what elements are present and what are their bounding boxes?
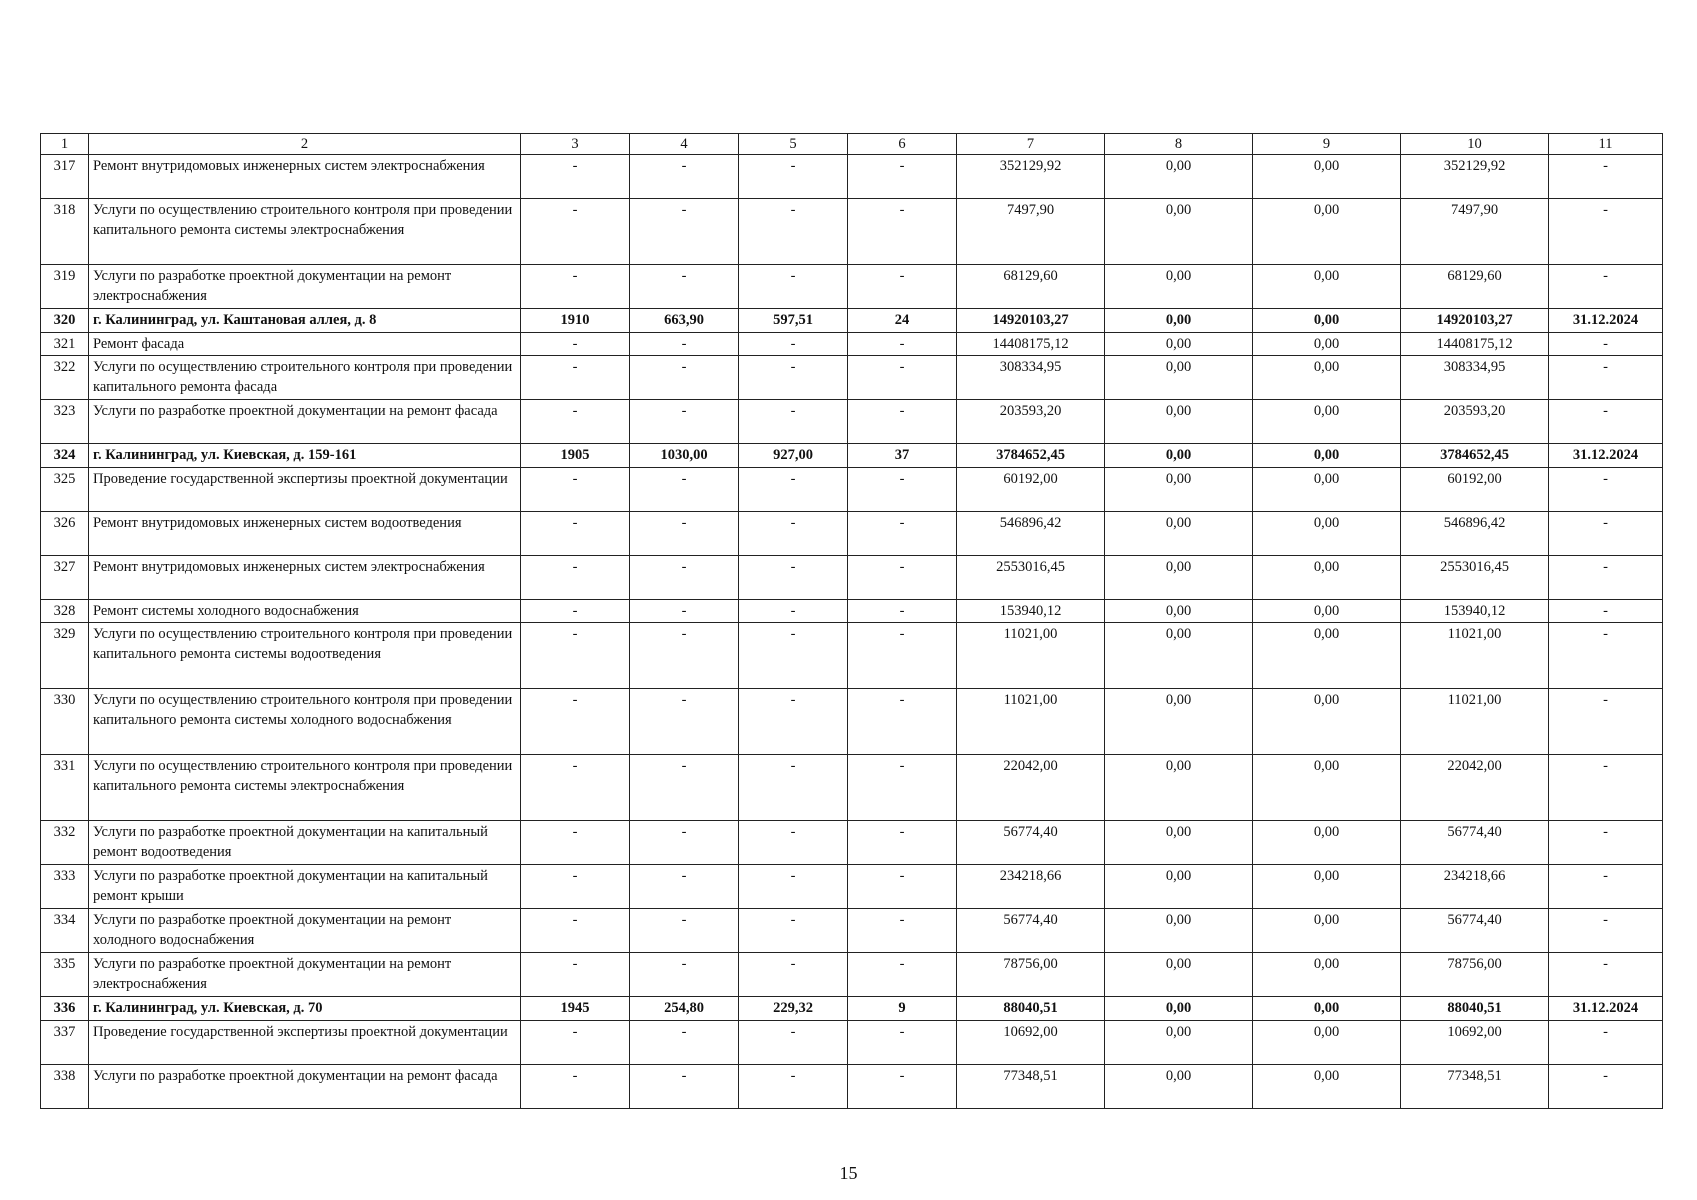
col-5-value: - — [739, 1021, 848, 1065]
col-8-value: 0,00 — [1105, 400, 1253, 444]
col-9-value: 0,00 — [1253, 623, 1401, 689]
col-4-value: - — [630, 909, 739, 953]
col-3-value: - — [521, 755, 630, 821]
table-row — [41, 556, 1663, 600]
col-10-value: 308334,95 — [1401, 356, 1549, 400]
col-8-value: 0,00 — [1105, 199, 1253, 265]
col-11-value: - — [1549, 909, 1663, 953]
work-description: Услуги по разработке проектной документации на ремонт фасада — [89, 400, 521, 444]
address-row — [41, 444, 1663, 468]
row-number: 321 — [41, 333, 89, 356]
row-number: 326 — [41, 512, 89, 556]
col-6-value: - — [848, 512, 957, 556]
work-description: Ремонт внутридомовых инженерных систем электроснабжения — [89, 556, 521, 600]
col-11-value: 31.12.2024 — [1549, 309, 1663, 333]
col-5-value: - — [739, 909, 848, 953]
col-5-value: - — [739, 400, 848, 444]
col-11-value: - — [1549, 556, 1663, 600]
col-header: 4 — [630, 134, 739, 155]
col-5-value: - — [739, 953, 848, 997]
col-7-value: 56774,40 — [957, 909, 1105, 953]
col-10-value: 56774,40 — [1401, 821, 1549, 865]
row-number: 323 — [41, 400, 89, 444]
col-10-value: 352129,92 — [1401, 155, 1549, 199]
row-number: 337 — [41, 1021, 89, 1065]
table-row — [41, 865, 1663, 909]
col-8-value: 0,00 — [1105, 600, 1253, 623]
col-6-value: - — [848, 1021, 957, 1065]
col-9-value: 0,00 — [1253, 199, 1401, 265]
col-7-value: 56774,40 — [957, 821, 1105, 865]
work-description: Услуги по осуществлению строительного контроля при проведении капитального ремонта системы водоотведения — [89, 623, 521, 689]
col-11-value: 31.12.2024 — [1549, 444, 1663, 468]
work-description: Услуги по осуществлению строительного контроля при проведении капитального ремонта фасада — [89, 356, 521, 400]
col-8-value: 0,00 — [1105, 556, 1253, 600]
col-9-value: 0,00 — [1253, 333, 1401, 356]
table-row — [41, 953, 1663, 997]
col-header: 1 — [41, 134, 89, 155]
col-3-value: - — [521, 689, 630, 755]
row-number: 327 — [41, 556, 89, 600]
col-6-value: 24 — [848, 309, 957, 333]
table-row — [41, 199, 1663, 265]
col-6-value: 9 — [848, 997, 957, 1021]
col-6-value: - — [848, 400, 957, 444]
col-3-value: - — [521, 199, 630, 265]
row-number: 330 — [41, 689, 89, 755]
row-number: 324 — [41, 444, 89, 468]
col-11-value: 31.12.2024 — [1549, 997, 1663, 1021]
col-7-value: 11021,00 — [957, 689, 1105, 755]
col-8-value: 0,00 — [1105, 755, 1253, 821]
col-4-value: - — [630, 356, 739, 400]
col-9-value: 0,00 — [1253, 953, 1401, 997]
work-description: г. Калининград, ул. Киевская, д. 159-161 — [89, 444, 521, 468]
col-9-value: 0,00 — [1253, 400, 1401, 444]
col-header: 9 — [1253, 134, 1401, 155]
col-11-value: - — [1549, 468, 1663, 512]
col-10-value: 234218,66 — [1401, 865, 1549, 909]
col-5-value: 597,51 — [739, 309, 848, 333]
col-9-value: 0,00 — [1253, 821, 1401, 865]
col-10-value: 77348,51 — [1401, 1065, 1549, 1109]
page-number: 15 — [839, 1163, 858, 1183]
col-9-value: 0,00 — [1253, 865, 1401, 909]
col-7-value: 88040,51 — [957, 997, 1105, 1021]
col-4-value: - — [630, 953, 739, 997]
col-8-value: 0,00 — [1105, 265, 1253, 309]
col-10-value: 2553016,45 — [1401, 556, 1549, 600]
column-number-row — [41, 134, 1663, 155]
col-9-value: 0,00 — [1253, 689, 1401, 755]
col-8-value: 0,00 — [1105, 333, 1253, 356]
work-description: Услуги по разработке проектной документации на ремонт фасада — [89, 1065, 521, 1109]
col-3-value: - — [521, 1065, 630, 1109]
col-9-value: 0,00 — [1253, 309, 1401, 333]
col-7-value: 3784652,45 — [957, 444, 1105, 468]
address-row — [41, 309, 1663, 333]
col-8-value: 0,00 — [1105, 155, 1253, 199]
col-11-value: - — [1549, 199, 1663, 265]
col-5-value: - — [739, 356, 848, 400]
col-7-value: 203593,20 — [957, 400, 1105, 444]
col-8-value: 0,00 — [1105, 953, 1253, 997]
col-7-value: 14920103,27 — [957, 309, 1105, 333]
col-5-value: - — [739, 155, 848, 199]
col-4-value: - — [630, 199, 739, 265]
col-7-value: 153940,12 — [957, 600, 1105, 623]
col-5-value: 229,32 — [739, 997, 848, 1021]
col-header: 7 — [957, 134, 1105, 155]
col-8-value: 0,00 — [1105, 909, 1253, 953]
col-7-value: 10692,00 — [957, 1021, 1105, 1065]
col-header: 11 — [1549, 134, 1663, 155]
col-9-value: 0,00 — [1253, 556, 1401, 600]
col-10-value: 10692,00 — [1401, 1021, 1549, 1065]
work-description: Ремонт внутридомовых инженерных систем электроснабжения — [89, 155, 521, 199]
table-row — [41, 356, 1663, 400]
work-description: Услуги по разработке проектной документации на капитальный ремонт крыши — [89, 865, 521, 909]
row-number: 336 — [41, 997, 89, 1021]
col-5-value: - — [739, 333, 848, 356]
col-11-value: - — [1549, 265, 1663, 309]
table-row — [41, 689, 1663, 755]
col-7-value: 14408175,12 — [957, 333, 1105, 356]
col-10-value: 56774,40 — [1401, 909, 1549, 953]
col-11-value: - — [1549, 865, 1663, 909]
col-11-value: - — [1549, 155, 1663, 199]
col-4-value: 1030,00 — [630, 444, 739, 468]
row-number: 317 — [41, 155, 89, 199]
col-8-value: 0,00 — [1105, 468, 1253, 512]
col-11-value: - — [1549, 600, 1663, 623]
col-header: 10 — [1401, 134, 1549, 155]
table-row — [41, 468, 1663, 512]
row-number: 318 — [41, 199, 89, 265]
col-4-value: 254,80 — [630, 997, 739, 1021]
col-4-value: - — [630, 755, 739, 821]
col-6-value: 37 — [848, 444, 957, 468]
repair-plan-table — [40, 133, 1663, 1109]
col-8-value: 0,00 — [1105, 865, 1253, 909]
col-7-value: 7497,90 — [957, 199, 1105, 265]
col-4-value: - — [630, 265, 739, 309]
work-description: Ремонт системы холодного водоснабжения — [89, 600, 521, 623]
work-description: Услуги по разработке проектной документации на ремонт электроснабжения — [89, 265, 521, 309]
col-7-value: 22042,00 — [957, 755, 1105, 821]
col-9-value: 0,00 — [1253, 356, 1401, 400]
col-5-value: - — [739, 755, 848, 821]
table-row — [41, 600, 1663, 623]
work-description: Ремонт фасада — [89, 333, 521, 356]
work-description: Услуги по разработке проектной документации на капитальный ремонт водоотведения — [89, 821, 521, 865]
col-9-value: 0,00 — [1253, 1065, 1401, 1109]
col-6-value: - — [848, 865, 957, 909]
work-description: Услуги по разработке проектной документации на ремонт электроснабжения — [89, 953, 521, 997]
col-10-value: 14408175,12 — [1401, 333, 1549, 356]
row-number: 319 — [41, 265, 89, 309]
table-row — [41, 755, 1663, 821]
col-11-value: - — [1549, 1065, 1663, 1109]
col-7-value: 11021,00 — [957, 623, 1105, 689]
work-description: Проведение государственной экспертизы проектной документации — [89, 1021, 521, 1065]
col-3-value: - — [521, 909, 630, 953]
row-number: 322 — [41, 356, 89, 400]
col-5-value: - — [739, 623, 848, 689]
col-header: 6 — [848, 134, 957, 155]
col-6-value: - — [848, 155, 957, 199]
col-9-value: 0,00 — [1253, 909, 1401, 953]
col-3-value: - — [521, 821, 630, 865]
col-5-value: - — [739, 199, 848, 265]
work-description: Услуги по осуществлению строительного контроля при проведении капитального ремонта системы холодного водоснабжения — [89, 689, 521, 755]
col-11-value: - — [1549, 689, 1663, 755]
col-7-value: 78756,00 — [957, 953, 1105, 997]
col-header: 8 — [1105, 134, 1253, 155]
col-4-value: - — [630, 333, 739, 356]
col-4-value: - — [630, 623, 739, 689]
address-row — [41, 997, 1663, 1021]
col-7-value: 546896,42 — [957, 512, 1105, 556]
col-3-value: - — [521, 623, 630, 689]
col-11-value: - — [1549, 953, 1663, 997]
col-6-value: - — [848, 689, 957, 755]
col-8-value: 0,00 — [1105, 444, 1253, 468]
col-6-value: - — [848, 333, 957, 356]
col-7-value: 308334,95 — [957, 356, 1105, 400]
col-8-value: 0,00 — [1105, 997, 1253, 1021]
table-row — [41, 1065, 1663, 1109]
col-header: 2 — [89, 134, 521, 155]
col-11-value: - — [1549, 356, 1663, 400]
work-description: г. Калининград, ул. Каштановая аллея, д. 8 — [89, 309, 521, 333]
col-3-value: - — [521, 600, 630, 623]
col-header: 3 — [521, 134, 630, 155]
col-10-value: 22042,00 — [1401, 755, 1549, 821]
col-5-value: - — [739, 512, 848, 556]
row-number: 334 — [41, 909, 89, 953]
col-6-value: - — [848, 265, 957, 309]
col-11-value: - — [1549, 333, 1663, 356]
work-description: Услуги по разработке проектной документации на ремонт холодного водоснабжения — [89, 909, 521, 953]
col-5-value: 927,00 — [739, 444, 848, 468]
col-5-value: - — [739, 600, 848, 623]
col-6-value: - — [848, 821, 957, 865]
row-number: 333 — [41, 865, 89, 909]
col-11-value: - — [1549, 623, 1663, 689]
col-11-value: - — [1549, 821, 1663, 865]
col-4-value: - — [630, 865, 739, 909]
col-11-value: - — [1549, 755, 1663, 821]
table-row — [41, 909, 1663, 953]
col-8-value: 0,00 — [1105, 821, 1253, 865]
col-5-value: - — [739, 556, 848, 600]
col-4-value: - — [630, 1065, 739, 1109]
col-10-value: 88040,51 — [1401, 997, 1549, 1021]
work-description: г. Калининград, ул. Киевская, д. 70 — [89, 997, 521, 1021]
col-9-value: 0,00 — [1253, 755, 1401, 821]
col-4-value: - — [630, 1021, 739, 1065]
col-6-value: - — [848, 623, 957, 689]
col-4-value: - — [630, 689, 739, 755]
col-6-value: - — [848, 468, 957, 512]
row-number: 332 — [41, 821, 89, 865]
col-6-value: - — [848, 755, 957, 821]
row-number: 331 — [41, 755, 89, 821]
col-9-value: 0,00 — [1253, 512, 1401, 556]
col-7-value: 77348,51 — [957, 1065, 1105, 1109]
col-3-value: - — [521, 356, 630, 400]
col-8-value: 0,00 — [1105, 623, 1253, 689]
table-row — [41, 1021, 1663, 1065]
col-9-value: 0,00 — [1253, 265, 1401, 309]
work-description: Услуги по осуществлению строительного контроля при проведении капитального ремонта системы электроснабжения — [89, 755, 521, 821]
col-7-value: 2553016,45 — [957, 556, 1105, 600]
col-6-value: - — [848, 199, 957, 265]
col-8-value: 0,00 — [1105, 309, 1253, 333]
table-row — [41, 333, 1663, 356]
work-description: Услуги по осуществлению строительного контроля при проведении капитального ремонта системы электроснабжения — [89, 199, 521, 265]
col-6-value: - — [848, 600, 957, 623]
col-6-value: - — [848, 953, 957, 997]
col-7-value: 352129,92 — [957, 155, 1105, 199]
col-10-value: 60192,00 — [1401, 468, 1549, 512]
col-10-value: 3784652,45 — [1401, 444, 1549, 468]
col-11-value: - — [1549, 400, 1663, 444]
col-10-value: 203593,20 — [1401, 400, 1549, 444]
col-9-value: 0,00 — [1253, 155, 1401, 199]
table-row — [41, 400, 1663, 444]
row-number: 328 — [41, 600, 89, 623]
col-4-value: - — [630, 468, 739, 512]
col-10-value: 14920103,27 — [1401, 309, 1549, 333]
row-number: 335 — [41, 953, 89, 997]
col-8-value: 0,00 — [1105, 689, 1253, 755]
col-7-value: 234218,66 — [957, 865, 1105, 909]
col-10-value: 68129,60 — [1401, 265, 1549, 309]
col-9-value: 0,00 — [1253, 468, 1401, 512]
col-4-value: - — [630, 512, 739, 556]
col-9-value: 0,00 — [1253, 444, 1401, 468]
col-7-value: 68129,60 — [957, 265, 1105, 309]
col-header: 5 — [739, 134, 848, 155]
table-row — [41, 623, 1663, 689]
col-9-value: 0,00 — [1253, 1021, 1401, 1065]
col-6-value: - — [848, 356, 957, 400]
col-11-value: - — [1549, 512, 1663, 556]
col-3-value: 1905 — [521, 444, 630, 468]
col-3-value: - — [521, 1021, 630, 1065]
table-row — [41, 155, 1663, 199]
col-5-value: - — [739, 468, 848, 512]
col-8-value: 0,00 — [1105, 1021, 1253, 1065]
col-7-value: 60192,00 — [957, 468, 1105, 512]
col-3-value: 1910 — [521, 309, 630, 333]
col-6-value: - — [848, 556, 957, 600]
table-row — [41, 265, 1663, 309]
col-4-value: - — [630, 155, 739, 199]
row-number: 320 — [41, 309, 89, 333]
col-4-value: - — [630, 400, 739, 444]
col-9-value: 0,00 — [1253, 600, 1401, 623]
col-9-value: 0,00 — [1253, 997, 1401, 1021]
col-10-value: 7497,90 — [1401, 199, 1549, 265]
col-3-value: - — [521, 865, 630, 909]
row-number: 325 — [41, 468, 89, 512]
col-4-value: - — [630, 821, 739, 865]
col-3-value: - — [521, 333, 630, 356]
table-row — [41, 512, 1663, 556]
col-6-value: - — [848, 909, 957, 953]
col-3-value: 1945 — [521, 997, 630, 1021]
col-3-value: - — [521, 468, 630, 512]
col-6-value: - — [848, 1065, 957, 1109]
col-8-value: 0,00 — [1105, 1065, 1253, 1109]
col-3-value: - — [521, 400, 630, 444]
col-4-value: - — [630, 600, 739, 623]
col-5-value: - — [739, 689, 848, 755]
row-number: 329 — [41, 623, 89, 689]
col-10-value: 78756,00 — [1401, 953, 1549, 997]
col-4-value: - — [630, 556, 739, 600]
col-5-value: - — [739, 821, 848, 865]
col-3-value: - — [521, 155, 630, 199]
col-11-value: - — [1549, 1021, 1663, 1065]
col-5-value: - — [739, 265, 848, 309]
col-5-value: - — [739, 865, 848, 909]
col-10-value: 11021,00 — [1401, 689, 1549, 755]
table-row — [41, 821, 1663, 865]
col-10-value: 11021,00 — [1401, 623, 1549, 689]
col-3-value: - — [521, 512, 630, 556]
col-3-value: - — [521, 556, 630, 600]
work-description: Проведение государственной экспертизы проектной документации — [89, 468, 521, 512]
row-number: 338 — [41, 1065, 89, 1109]
col-3-value: - — [521, 265, 630, 309]
col-4-value: 663,90 — [630, 309, 739, 333]
col-3-value: - — [521, 953, 630, 997]
col-5-value: - — [739, 1065, 848, 1109]
col-10-value: 153940,12 — [1401, 600, 1549, 623]
col-10-value: 546896,42 — [1401, 512, 1549, 556]
work-description: Ремонт внутридомовых инженерных систем водоотведения — [89, 512, 521, 556]
col-8-value: 0,00 — [1105, 512, 1253, 556]
col-8-value: 0,00 — [1105, 356, 1253, 400]
